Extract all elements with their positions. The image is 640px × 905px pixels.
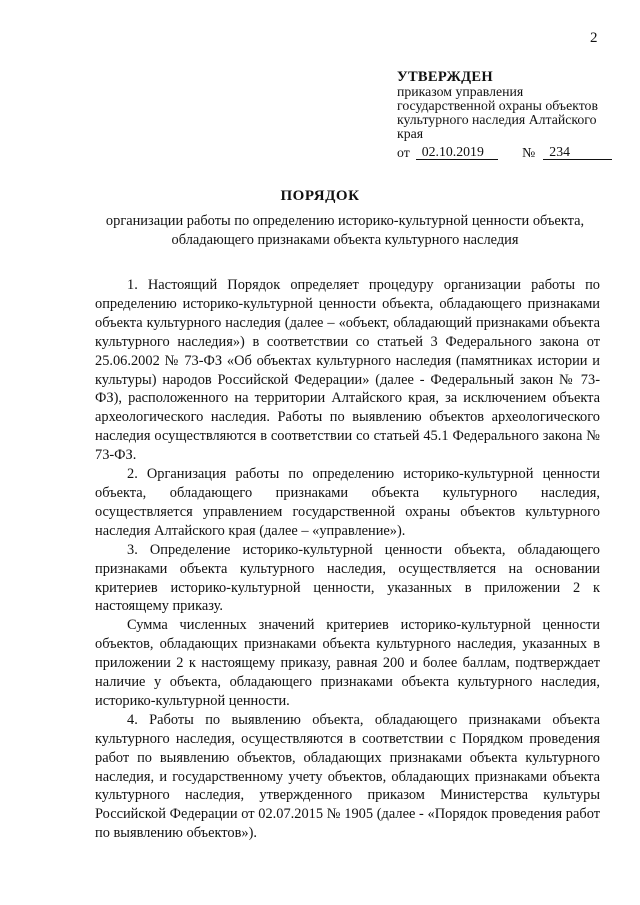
document-title: ПОРЯДОК bbox=[280, 188, 360, 204]
paragraph: 2. Организация работы по определению историко-культурной ценности объекта, обладающего признаками объекта культурного наследия, осуществляется управлением государственной охраны объектов культурного наследия Алтайского края (далее – «управление»). bbox=[95, 466, 600, 539]
paragraph: 4. Работы по выявлению объекта, обладающего признаками объекта культурного наследия, осуществляются в соответствии с Порядком проведения работ по выявлению объектов, обладающих признаками объекта культурного наследия, и государственному учету объектов, обладающих признаками объекта культурного наследия, утвержденного приказом Министерства культуры Российской Федерации от 02.07.2015 № 1905 (далее - «Порядок проведения работ по выявлению объектов»). bbox=[95, 711, 600, 842]
approval-line: государственной охраны объектов bbox=[397, 98, 598, 113]
paragraph: Сумма численных значений критериев историко-культурной ценности объектов, обладающих признаками объекта культурного наследия, указанных в приложении 2 к настоящему приказу, равная 200 и более баллам, подтверждает наличие у объекта, обладающего признаками объекта культурного наследия, историко-культурной ценности. bbox=[95, 617, 600, 709]
paragraph: 1. Настоящий Порядок определяет процедуру организации работы по определению историко-культурной ценности объекта, обладающего признаками объекта культурного наследия (далее – «объект, обладающий признаками объекта культурного наследия») в соответствии со статьей 3 Федерального закона от 25.06.2002 № 73-ФЗ «Об объектах культурного наследия (памятниках истории и культуры) народов Российской Федерации» (далее - Федеральный закон № 73-ФЗ), расположенного на территории Алтайского края, за исключением объекта археологического наследия. Работы по выявлению объектов археологического наследия осуществляются в соответствии со статьей 45.1 Федерального закона № 73-ФЗ. bbox=[95, 277, 600, 464]
approval-stamp bbox=[397, 70, 612, 160]
date-prefix: от bbox=[397, 145, 410, 160]
approval-number: 234 bbox=[543, 145, 612, 160]
approval-line: края bbox=[397, 126, 424, 141]
page-number: 2 bbox=[590, 30, 598, 46]
approval-heading: УТВЕРЖДЕН bbox=[397, 69, 493, 85]
document-body bbox=[95, 276, 600, 843]
approval-date-line bbox=[397, 145, 612, 160]
approval-line: приказом управления bbox=[397, 84, 524, 99]
approval-line: культурного наследия Алтайского bbox=[397, 112, 597, 127]
approval-date: 02.10.2019 bbox=[416, 145, 498, 160]
paragraph: 3. Определение историко-культурной ценности объекта, обладающего признаками объекта культурного наследия, осуществляется на основании критериев историко-культурной ценности, указанных в приложении 2 к настоящему приказу. bbox=[95, 541, 600, 615]
number-prefix: № bbox=[522, 145, 536, 160]
document-subtitle: организации работы по определению историко-культурной ценности объекта, обладающего признаками объекта культурного наследия bbox=[105, 213, 585, 248]
